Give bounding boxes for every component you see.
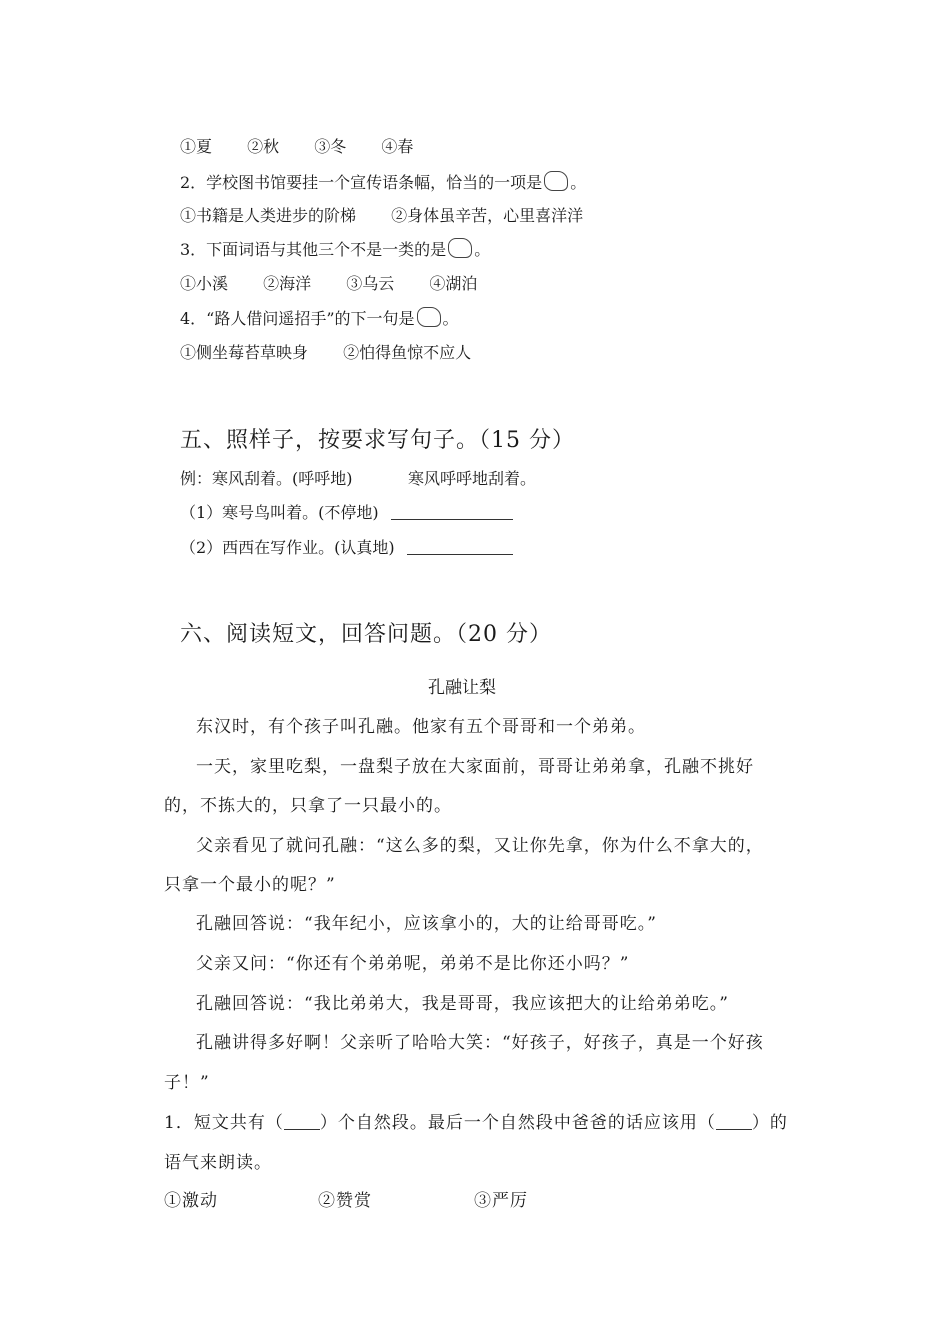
section6-q1-continued: 语气来朗读。	[164, 1153, 272, 1173]
q3-stem	[180, 237, 490, 260]
passage-p7-line1: 孔融讲得多好啊！父亲听了哈哈大笑：“好孩子，好孩子，真是一个好孩	[196, 1033, 764, 1053]
answer-blank[interactable]	[284, 1129, 320, 1130]
answer-blank[interactable]	[407, 554, 513, 555]
section6-q1-part2: ）个自然段。最后一个自然段中爸爸的话应该用（	[319, 1113, 716, 1133]
passage-p7-line2: 子！”	[164, 1073, 210, 1093]
section5-title: 五、照样子，按要求写句子。（15 分）	[180, 428, 575, 453]
q2-option-2: ②身体虽辛苦，心里喜洋洋	[391, 206, 584, 225]
answer-blank[interactable]	[716, 1129, 752, 1130]
q4-options-row	[180, 340, 471, 363]
q3-stem-text: 3．下面词语与其他三个不是一类的是	[180, 240, 447, 259]
passage-p4: 孔融回答说：“我年纪小，应该拿小的，大的让给哥哥吃。”	[196, 914, 657, 934]
section5-item2-text: （2）西西在写作业。(认真地)	[180, 538, 395, 557]
section6-q1-option-2: ②赞赏	[318, 1191, 372, 1211]
q3-options-row	[180, 271, 477, 294]
q1-options-row	[180, 134, 443, 157]
q1-option-1: ①夏	[180, 137, 213, 156]
answer-bracket[interactable]	[544, 171, 568, 191]
q4-stem	[180, 306, 459, 329]
q2-options-row	[180, 203, 583, 226]
q1-option-3: ③冬	[314, 137, 347, 156]
q2-stem	[180, 170, 586, 193]
section6-q1-part1: 1．短文共有（	[164, 1113, 284, 1133]
q2-stem-end: 。	[570, 173, 587, 192]
answer-bracket[interactable]	[417, 307, 441, 327]
section6-q1-part3: ）的	[751, 1113, 788, 1133]
passage-p1: 东汉时，有个孩子叫孔融。他家有五个哥哥和一个弟弟。	[196, 717, 646, 737]
section6-q1-option-1: ①激动	[164, 1191, 218, 1211]
q4-option-1: ①侧坐莓苔草映身	[180, 343, 309, 362]
section6-q1	[164, 1108, 788, 1133]
q2-stem-text: 2．学校图书馆要挂一个宣传语条幅，恰当的一项是	[180, 173, 543, 192]
q3-option-3: ③乌云	[346, 274, 395, 293]
passage-p2-line2: 的，不拣大的，只拿了一只最小的。	[164, 796, 452, 816]
section5-example-right: 寒风呼呼地刮着。	[408, 469, 537, 488]
passage-p3-line1: 父亲看见了就问孔融：“这么多的梨，又让你先拿，你为什么不拿大的，	[196, 836, 764, 856]
q3-option-2: ②海洋	[263, 274, 312, 293]
passage-p2-line1: 一天，家里吃梨，一盘梨子放在大家面前，哥哥让弟弟拿，孔融不挑好	[196, 757, 754, 777]
answer-bracket[interactable]	[448, 238, 472, 258]
q4-option-2: ②怕得鱼惊不应人	[343, 343, 472, 362]
q1-option-4: ④春	[381, 137, 414, 156]
section5-example-left: 例：寒风刮着。(呼呼地)	[180, 469, 353, 488]
q3-option-1: ①小溪	[180, 274, 229, 293]
q3-option-4: ④湖泊	[429, 274, 478, 293]
passage-title: 孔融让梨	[428, 678, 496, 698]
q4-stem-text: 4．“路人借问遥招手”的下一句是	[180, 309, 415, 328]
section6-title: 六、阅读短文，回答问题。（20 分）	[180, 622, 552, 647]
passage-p5: 父亲又问：“你还有个弟弟呢，弟弟不是比你还小吗？”	[196, 954, 630, 974]
q1-option-2: ②秋	[247, 137, 280, 156]
passage-p6: 孔融回答说：“我比弟弟大，我是哥哥，我应该把大的让给弟弟吃。”	[196, 994, 729, 1014]
q3-stem-end: 。	[474, 240, 491, 259]
q2-option-1: ①书籍是人类进步的阶梯	[180, 206, 357, 225]
section5-item1	[180, 500, 513, 523]
q4-stem-end: 。	[442, 309, 459, 328]
section5-item1-text: （1）寒号鸟叫着。(不停地)	[180, 503, 379, 522]
section6-q1-option-3: ③严厉	[474, 1191, 528, 1211]
passage-p3-line2: 只拿一个最小的呢？”	[164, 875, 336, 895]
section5-item2	[180, 535, 513, 558]
answer-blank[interactable]	[391, 519, 513, 520]
